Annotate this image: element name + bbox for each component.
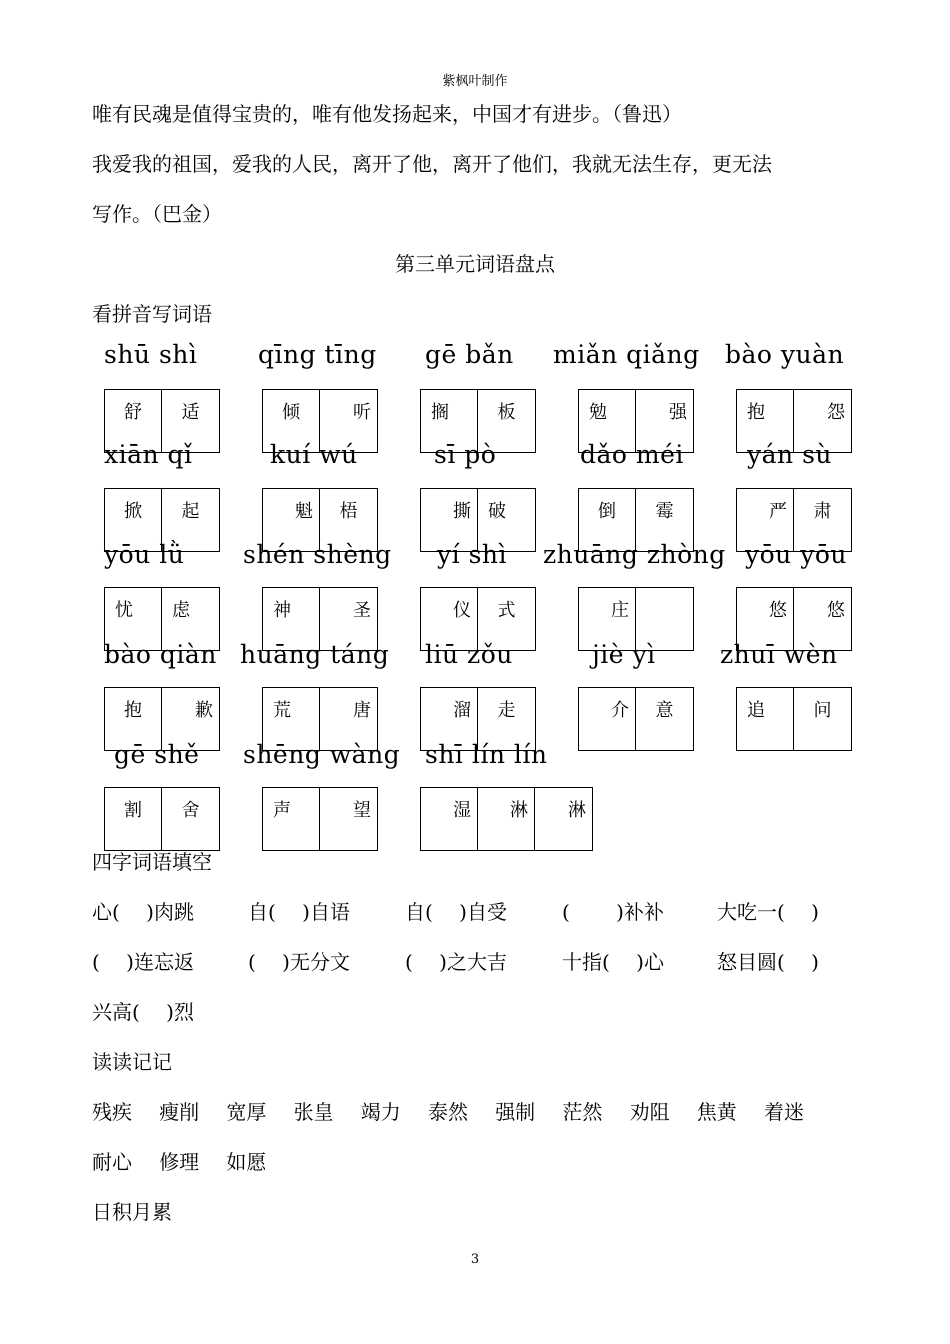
pinyin-label: qīng tīng xyxy=(258,340,377,369)
fill-blank-item: ( )之大吉 xyxy=(405,950,507,974)
unit-title: 第三单元词语盘点 xyxy=(395,252,555,276)
fill-blank-item: 心( )肉跳 xyxy=(92,900,194,924)
character-cell: 严 xyxy=(737,489,794,551)
character-cell: 淋 xyxy=(478,788,535,850)
character-cell: 忧 xyxy=(105,588,162,650)
pinyin-label: shī lín lín xyxy=(425,740,548,769)
fill-blank-item: 大吃一( ) xyxy=(717,900,819,924)
pinyin-label: zhuī wèn xyxy=(720,640,838,669)
pinyin-label: huāng táng xyxy=(240,640,390,669)
character-cell: 淋 xyxy=(568,800,586,821)
character-cell: 式 xyxy=(497,600,516,621)
character-cell: 溜 xyxy=(421,688,478,750)
quote-ba-jin-line2: 写作。（巴金） xyxy=(92,202,222,226)
read-word: 茫然 xyxy=(562,1100,603,1124)
read-word: 如愿 xyxy=(226,1150,267,1174)
character-cell: 歉 xyxy=(195,700,213,721)
word-box xyxy=(736,687,852,751)
word-box xyxy=(262,787,378,851)
fill-blank-item: ( )无分文 xyxy=(248,950,350,974)
character-cell: 强 xyxy=(669,402,687,423)
character-cell: 荒 xyxy=(263,688,320,750)
character-cell: 悠 xyxy=(827,600,845,621)
fill-blank-item: 怒目圆( ) xyxy=(717,950,819,974)
character-cell: 意 xyxy=(655,700,674,721)
character-cell: 适 xyxy=(181,402,200,423)
pinyin-label: bào qiàn xyxy=(104,640,217,669)
character-cell: 梧 xyxy=(339,501,358,522)
fill-blank-item: ( )连忘返 xyxy=(92,950,194,974)
character-cell: 望 xyxy=(353,800,371,821)
pinyin-label: shén shèng xyxy=(243,540,392,569)
section-title-pinyin: 看拼音写词语 xyxy=(92,302,212,326)
pinyin-label: shēng wàng xyxy=(243,740,401,769)
character-cell: 追 xyxy=(737,688,794,750)
pinyin-label: jiè yì xyxy=(592,640,656,669)
read-word: 泰然 xyxy=(428,1100,468,1124)
pinyin-label: yōu lǜ xyxy=(104,540,185,569)
read-word: 焦黄 xyxy=(696,1100,737,1124)
character-cell: 庄 xyxy=(579,588,636,650)
character-cell: 魁 xyxy=(263,489,320,551)
character-cell: 悠 xyxy=(737,588,794,650)
read-word: 着迷 xyxy=(764,1100,804,1124)
character-cell: 破 xyxy=(488,501,506,522)
character-cell: 圣 xyxy=(353,600,371,621)
read-word: 宽厚 xyxy=(226,1100,267,1124)
fill-blank-item: ( )补补 xyxy=(562,900,664,924)
read-word: 劝阻 xyxy=(629,1100,670,1124)
pinyin-label: bào yuàn xyxy=(725,340,845,369)
character-cell: 神 xyxy=(263,588,320,650)
word-box xyxy=(420,787,593,851)
fill-blank-item: 自( )自语 xyxy=(248,900,350,924)
pinyin-label: shū shì xyxy=(104,340,198,369)
fill-blank-item: 十指( )心 xyxy=(562,950,664,974)
pinyin-label: liū zǒu xyxy=(425,640,513,669)
character-cell: 湿 xyxy=(421,788,478,850)
word-box xyxy=(104,787,220,851)
character-cell: 倾 xyxy=(263,390,320,452)
pinyin-label: yán sù xyxy=(747,440,833,469)
character-cell: 虑 xyxy=(172,600,190,621)
character-cell: 舍 xyxy=(181,800,200,821)
character-cell: 唐 xyxy=(353,700,371,721)
character-cell: 肃 xyxy=(813,501,832,522)
character-cell: 仪 xyxy=(421,588,478,650)
section-title-fill: 四字词语填空 xyxy=(92,850,212,874)
character-cell: 声 xyxy=(263,788,320,850)
quote-lu-xun: 唯有民魂是值得宝贵的，唯有他发扬起来，中国才有进步。（鲁迅） xyxy=(92,102,682,126)
quote-ba-jin-line1: 我爱我的祖国，爱我的人民，离开了他，离开了他们，我就无法生存，更无法 xyxy=(92,152,772,176)
character-cell: 板 xyxy=(497,402,516,423)
pinyin-label: kuí wú xyxy=(270,440,358,469)
character-cell: 抱 xyxy=(737,390,794,452)
page-header: 紫枫叶制作 xyxy=(442,74,508,89)
character-cell: 勉 xyxy=(579,390,636,452)
character-cell: 起 xyxy=(181,501,200,522)
word-box xyxy=(578,687,694,751)
section-title-read: 读读记记 xyxy=(92,1050,172,1074)
fill-blank-item: 兴高( )烈 xyxy=(92,1000,194,1024)
character-cell: 问 xyxy=(813,700,832,721)
pinyin-label: gē bǎn xyxy=(425,340,514,369)
character-cell: 介 xyxy=(579,688,636,750)
read-word: 修理 xyxy=(159,1150,200,1174)
pinyin-label: yí shì xyxy=(437,540,507,569)
character-cell: 搁 xyxy=(421,390,478,452)
section-title-accumulate: 日积月累 xyxy=(92,1200,172,1224)
character-cell: 倒 xyxy=(579,489,636,551)
page-number: 3 xyxy=(470,1252,480,1267)
character-cell: 抱 xyxy=(105,688,162,750)
read-word: 残疾 xyxy=(92,1100,132,1124)
read-word: 张皇 xyxy=(293,1100,334,1124)
read-word: 强制 xyxy=(495,1100,536,1124)
character-cell: 舒 xyxy=(105,390,162,452)
character-cell: 怨 xyxy=(827,402,845,423)
pinyin-label: xiān qǐ xyxy=(104,440,193,469)
pinyin-label: zhuāng zhòng xyxy=(543,540,726,569)
character-cell: 听 xyxy=(353,402,371,423)
character-cell: 霉 xyxy=(655,501,674,522)
pinyin-label: sī pò xyxy=(434,440,497,469)
pinyin-label: gē shě xyxy=(114,740,200,769)
character-cell: 撕 xyxy=(421,489,478,551)
read-word: 耐心 xyxy=(92,1150,132,1174)
fill-blank-item: 自( )自受 xyxy=(405,900,507,924)
character-cell: 走 xyxy=(497,700,516,721)
pinyin-label: miǎn qiǎng xyxy=(553,340,700,369)
character-cell: 割 xyxy=(105,788,162,850)
read-word: 竭力 xyxy=(360,1100,401,1124)
read-word: 瘦削 xyxy=(159,1100,200,1124)
pinyin-label: yōu yōu xyxy=(745,540,847,569)
character-cell: 掀 xyxy=(105,489,162,551)
pinyin-label: dǎo méi xyxy=(580,440,684,469)
